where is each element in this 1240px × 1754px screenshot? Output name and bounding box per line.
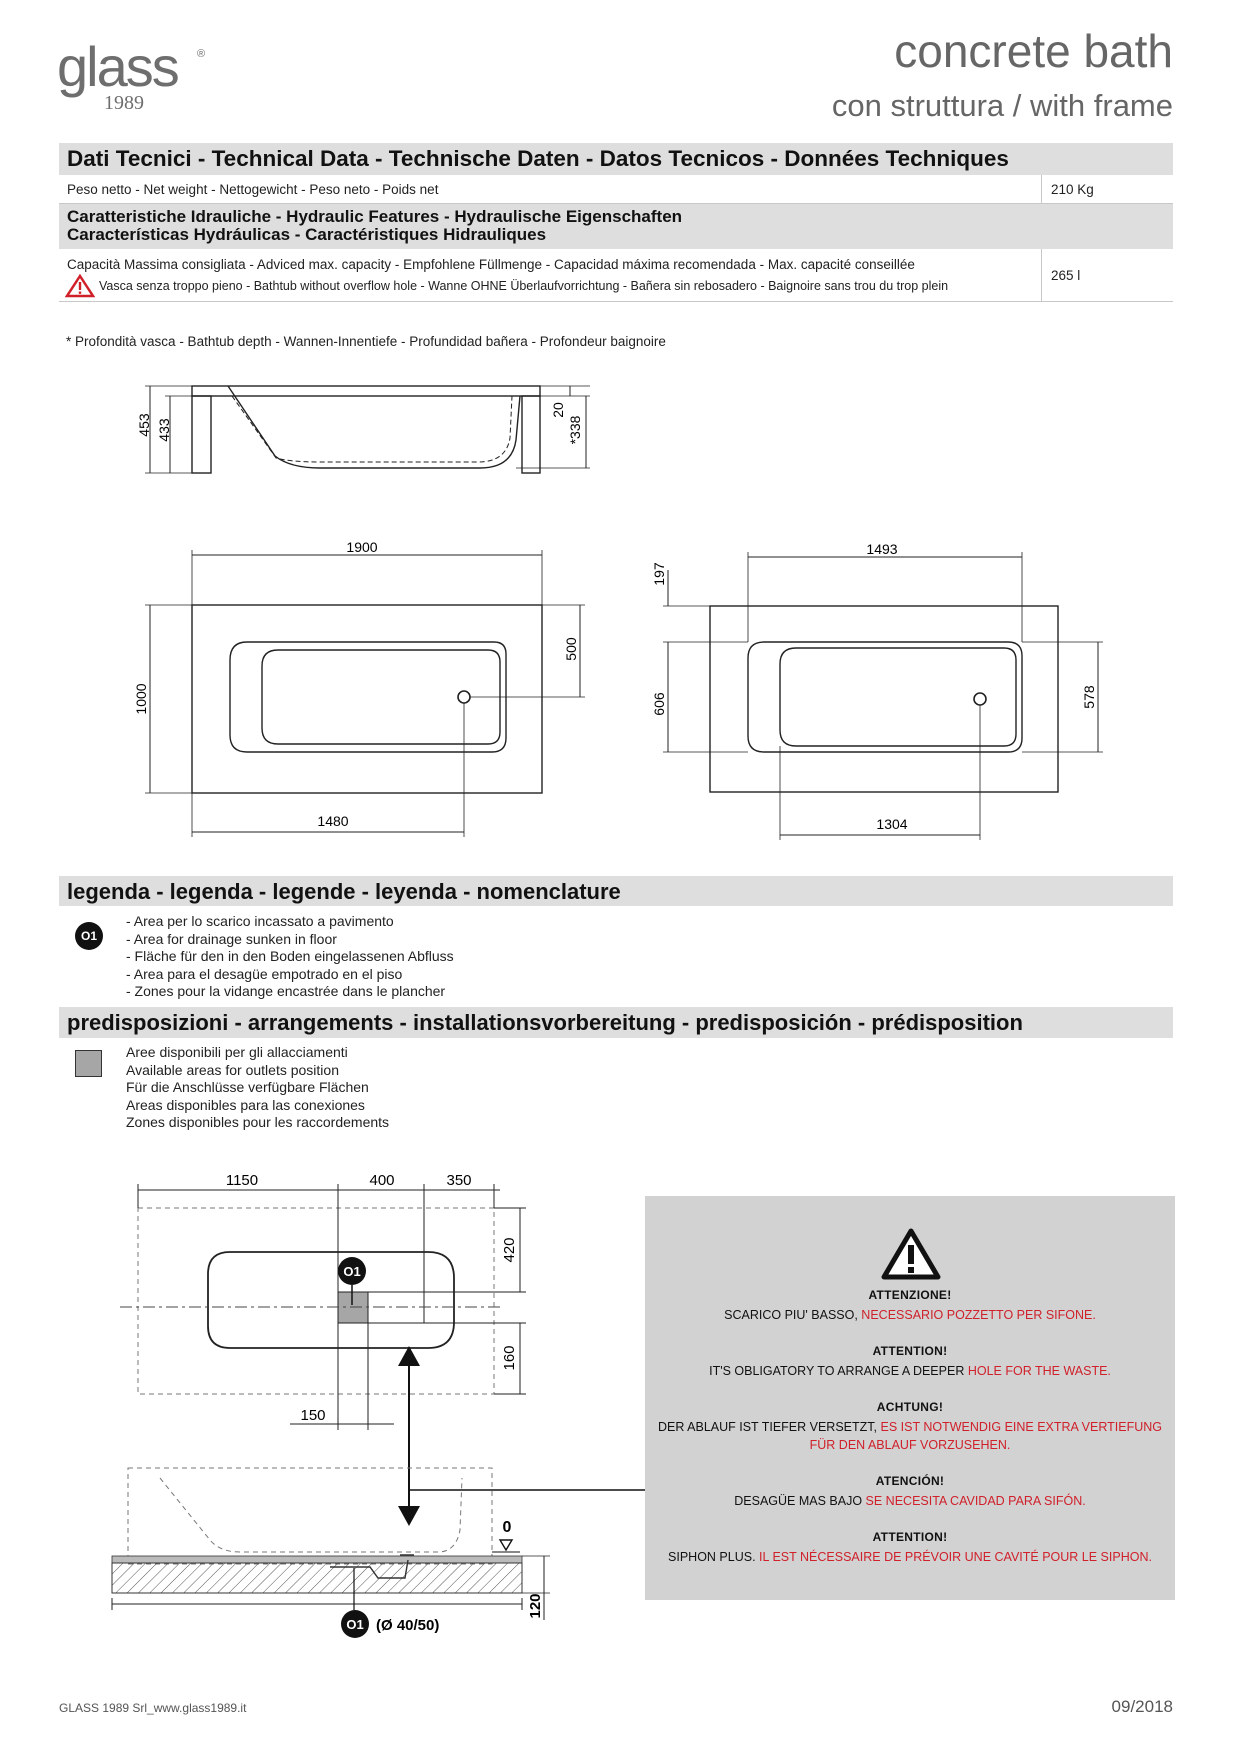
warning-es-heading: ATENCIÓN! xyxy=(875,1474,945,1488)
warning-fr-body: SIPHON PLUS. IL EST NÉCESSAIRE DE PRÉVOIR UNE CAVITÉ POUR LE SIPHON. xyxy=(668,1550,1152,1564)
legend-line: - Area para el desagüe empotrado en el piso xyxy=(126,965,403,982)
install-dim-160: 160 xyxy=(501,1345,518,1371)
hydraulic-heading-2: Características Hydráulicas - Caractéristiques Hidrauliques xyxy=(67,225,547,244)
installation-plan xyxy=(120,1184,526,1430)
depth-note: * Profondità vasca - Bathtub depth - Wannen-Innentiefe - Profundidad bañera - Profondeur baignoire xyxy=(66,334,666,349)
install-dim-150: 150 xyxy=(300,1407,326,1424)
warning-de-body: DER ABLAUF IST TIEFER VERSETZT, ES IST NOTWENDIG EINE EXTRA VERTIEFUNG FÜR DEN ABLAUF VORZUSEHEN. xyxy=(657,1420,1163,1452)
arrangements-band xyxy=(59,1007,1173,1038)
arrangement-line: Für die Anschlüsse verfügbare Flächen xyxy=(126,1079,369,1095)
install-dim-1150: 1150 xyxy=(225,1172,259,1189)
warning-en-body: IT'S OBLIGATORY TO ARRANGE A DEEPER HOLE FOR THE WASTE. xyxy=(709,1364,1111,1378)
installation-section xyxy=(112,1468,550,1620)
install-dim-400: 400 xyxy=(369,1172,395,1189)
top-right-drain-x: 1304 xyxy=(876,816,908,832)
footer-date: 09/2018 xyxy=(1111,1697,1173,1716)
top-right-dim-197: 197 xyxy=(651,562,667,586)
legend-line: - Fläche für den in den Boden eingelassenen Abfluss xyxy=(126,948,454,964)
capacity-value: 265 l xyxy=(1051,268,1081,283)
install-dim-350: 350 xyxy=(446,1172,472,1189)
top-view-right xyxy=(663,552,1103,840)
level-zero-label: 0 xyxy=(502,1519,512,1536)
top-right-dim-578: 578 xyxy=(1081,685,1097,709)
legend-line: - Area per lo scarico incassato a pavimento xyxy=(126,913,394,929)
warning-box xyxy=(645,1196,1175,1600)
install-depth-120: 120 xyxy=(527,1593,544,1619)
top-left-drain-x: 1480 xyxy=(317,813,349,829)
page-title: concrete bath xyxy=(894,25,1173,77)
top-left-drain-y: 500 xyxy=(563,637,579,661)
side-dim-338: *338 xyxy=(567,415,583,445)
arrangement-line: Available areas for outlets position xyxy=(126,1061,339,1078)
arrangements-text xyxy=(126,1044,389,1132)
warning-fr-heading: ATTENTION! xyxy=(872,1530,948,1544)
o1-legend-badge: O1 xyxy=(75,922,103,950)
technical-data-heading: Dati Tecnici - Technical Data - Technische Daten - Datos Tecnicos - Données Techniques xyxy=(67,146,1009,171)
top-right-width: 1493 xyxy=(866,541,898,557)
top-right-dim-606: 606 xyxy=(651,692,667,716)
side-dim-453: 453 xyxy=(136,413,152,437)
warning-es-body: DESAGÜE MAS BAJO SE NECESITA CAVIDAD PARA SIFÓN. xyxy=(734,1494,1086,1508)
legend-line: - Area for drainage sunken in floor xyxy=(126,930,337,947)
arrangement-line: Areas disponibles para las conexiones xyxy=(126,1096,365,1113)
hydraulic-heading-1: Caratteristiche Idrauliche - Hydraulic Features - Hydraulische Eigenschaften xyxy=(67,207,683,226)
legend-text xyxy=(126,913,454,1001)
side-dim-433: 433 xyxy=(156,418,172,442)
o1-section-label: O1 xyxy=(346,1617,364,1632)
install-dim-420: 420 xyxy=(501,1237,518,1263)
warning-icon xyxy=(881,1228,941,1280)
logo-year: 1989 xyxy=(104,92,144,114)
top-left-height: 1000 xyxy=(133,683,149,715)
side-dim-20: 20 xyxy=(550,402,566,418)
available-area-swatch xyxy=(75,1050,102,1077)
legend-line: - Zones pour la vidange encastrée dans le plancher xyxy=(126,983,446,999)
arrangement-line: Zones disponibles pour les raccordements xyxy=(126,1114,390,1130)
page-subtitle: con struttura / with frame xyxy=(831,88,1173,123)
arrangements-heading: predisposizioni - arrangements - installationsvorbereitung - predisposición - prédisposition xyxy=(67,1010,1023,1035)
logo-wordmark: glass xyxy=(57,35,178,98)
side-view xyxy=(145,386,590,473)
legend-heading: legenda - legenda - legende - leyenda - nomenclature xyxy=(67,879,621,904)
logo-registered-mark: ® xyxy=(197,48,206,60)
footer-company: GLASS 1989 Srl_www.glass1989.it xyxy=(59,1701,247,1715)
o1-plan-label: O1 xyxy=(343,1264,361,1279)
warning-de-heading: ACHTUNG! xyxy=(876,1400,944,1414)
top-view-left xyxy=(145,550,585,837)
warning-it-body: SCARICO PIU' BASSO, NECESSARIO POZZETTO PER SIFONE. xyxy=(724,1308,1096,1322)
legend-band xyxy=(59,876,1173,906)
capacity-label: Capacità Massima consigliata - Adviced max. capacity - Empfohlene Füllmenge - Capacidad máxima recomendada - Max. capacité conseillée xyxy=(67,257,915,272)
pipe-diameter: (Ø 40/50) xyxy=(376,1617,440,1634)
section-arrow xyxy=(398,1346,645,1526)
warning-en-heading: ATTENTION! xyxy=(872,1344,948,1358)
top-left-width: 1900 xyxy=(346,539,378,555)
arrangement-line: Aree disponibili per gli allacciamenti xyxy=(126,1044,348,1060)
weight-label: Peso netto - Net weight - Nettogewicht - Peso neto - Poids net xyxy=(67,182,439,197)
overflow-label: Vasca senza troppo pieno - Bathtub without overflow hole - Wanne OHNE Überlaufvorrichtung - Bañera sin rebosadero - Baignoire sans trou du trop plein xyxy=(99,279,949,293)
weight-value: 210 Kg xyxy=(1051,182,1094,197)
warning-it-heading: ATTENZIONE! xyxy=(868,1288,952,1302)
